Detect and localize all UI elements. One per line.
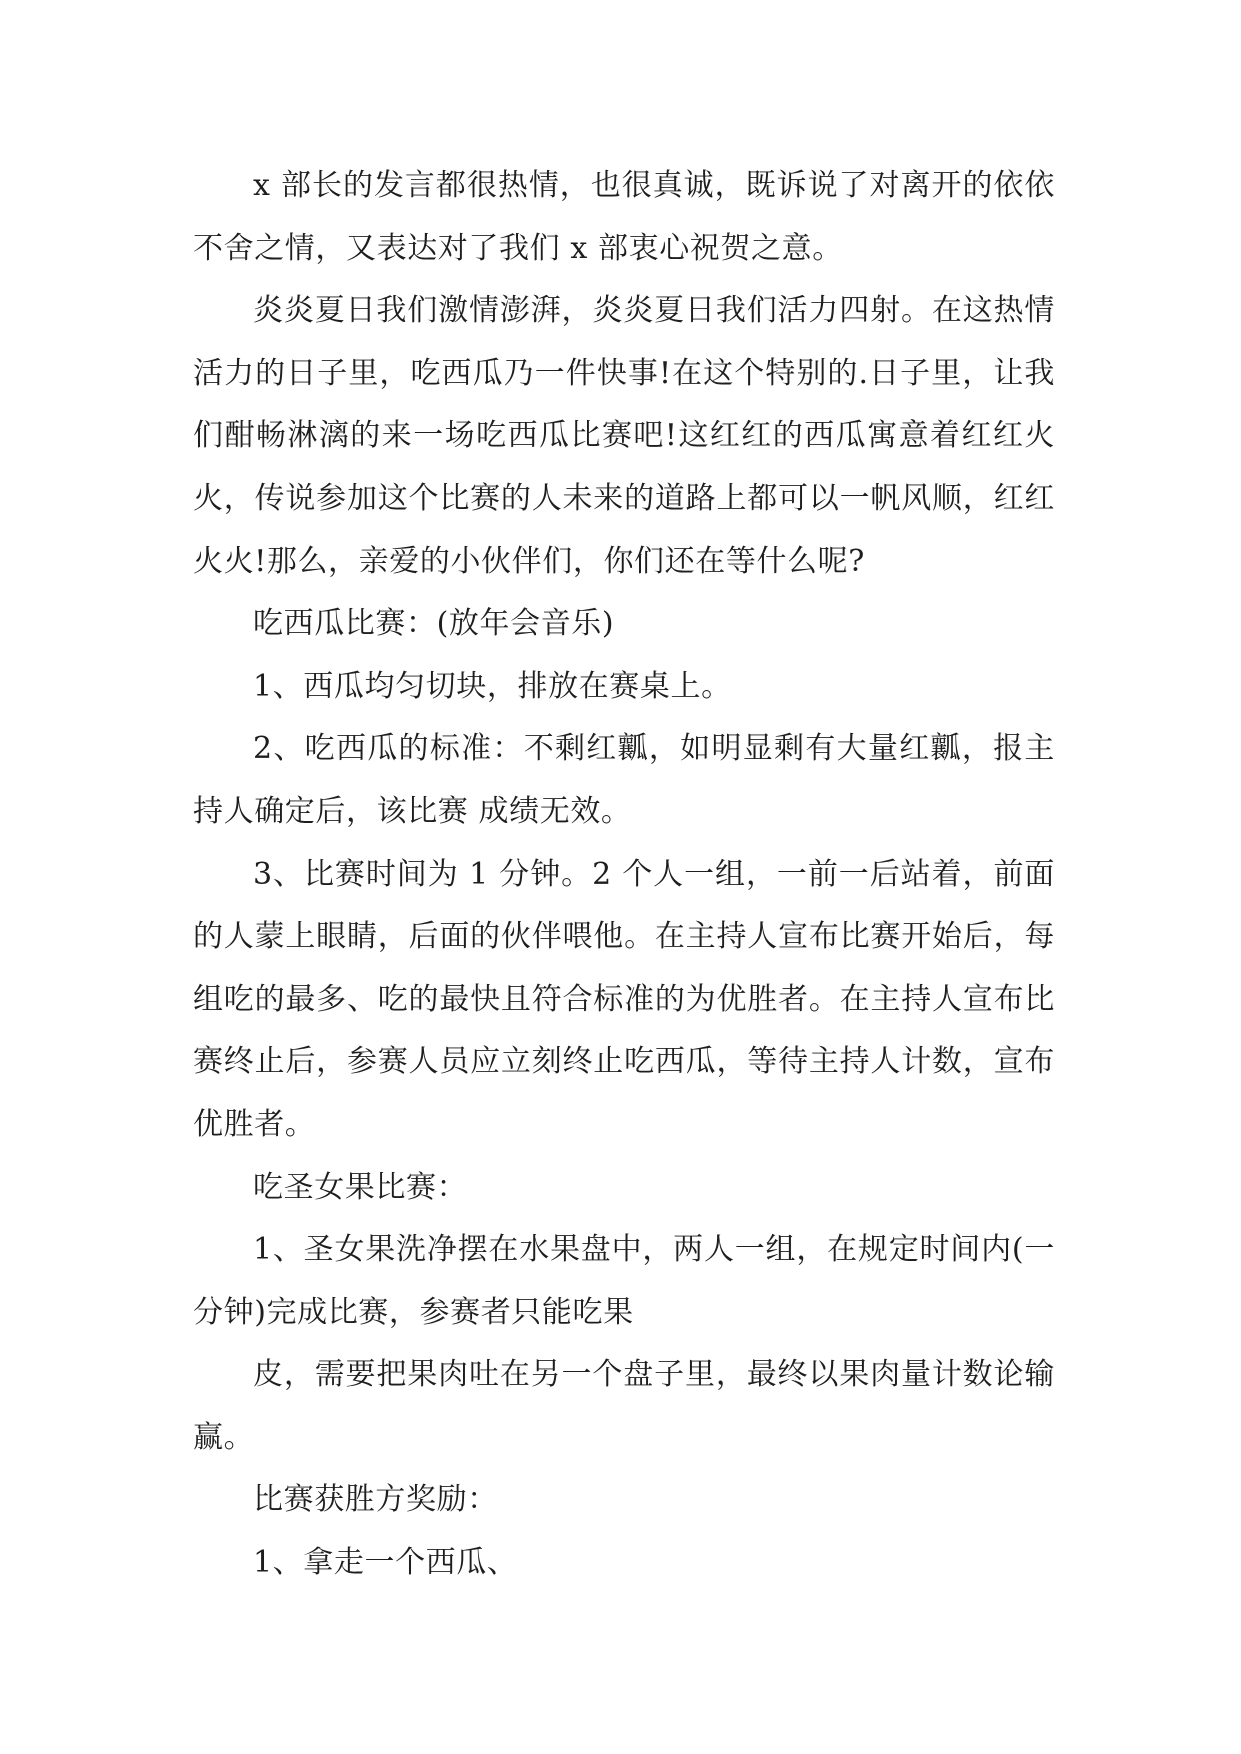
heading-winner-reward: 比赛获胜方奖励： bbox=[253, 1482, 498, 1518]
paragraph-summer-intro: 炎炎夏日我们激情澎湃，炎炎夏日我们活力四射。在这热情活力的日子里，吃西瓜乃一件快事!在这个特别的.日子里，让我们酣畅淋漓的来一场吃西瓜比赛吧!这红红的西瓜寓意着红红火火，传说参加这个比赛的人未来的道路上都可以一帆风顺，红红火火!那么，亲爱的小伙伴们，你们还在等什么呢? bbox=[193, 293, 1055, 579]
rule-watermelon-3: 3、比赛时间为 1 分钟。2 个人一组，一前一后站着，前面的人蒙上眼睛，后面的伙伴喂他。在主持人宣布比赛开始后，每组吃的最多、吃的最快且符合标准的为优胜者。在主持人宣布比赛终止后，参赛人员应立刻终止吃西瓜，等待主持人计数，宣布优胜者。 bbox=[193, 856, 1055, 1142]
rule-cherry-tomato-1-continued: 皮，需要把果肉吐在另一个盘子里，最终以果肉量计数论输赢。 bbox=[193, 1357, 1055, 1455]
paragraph-speech-summary: x 部长的发言都很热情，也很真诚，既诉说了对离开的依依不舍之情，又表达对了我们 x 部衷心祝贺之意。 bbox=[193, 168, 1055, 266]
reward-item-1: 1、拿走一个西瓜、 bbox=[253, 1545, 518, 1581]
document-body bbox=[193, 155, 1055, 1595]
rule-watermelon-2: 2、吃西瓜的标准：不剩红瓤，如明显剩有大量红瓤，报主持人确定后，该比赛 成绩无效。 bbox=[193, 731, 1055, 829]
rule-watermelon-1: 1、西瓜均匀切块，排放在赛桌上。 bbox=[253, 668, 732, 704]
heading-cherry-tomato-contest: 吃圣女果比赛： bbox=[253, 1169, 468, 1205]
rule-cherry-tomato-1: 1、圣女果洗净摆在水果盘中，两人一组，在规定时间内(一分钟)完成比赛，参赛者只能吃果 bbox=[193, 1232, 1055, 1330]
heading-watermelon-contest: 吃西瓜比赛：(放年会音乐) bbox=[253, 606, 615, 642]
